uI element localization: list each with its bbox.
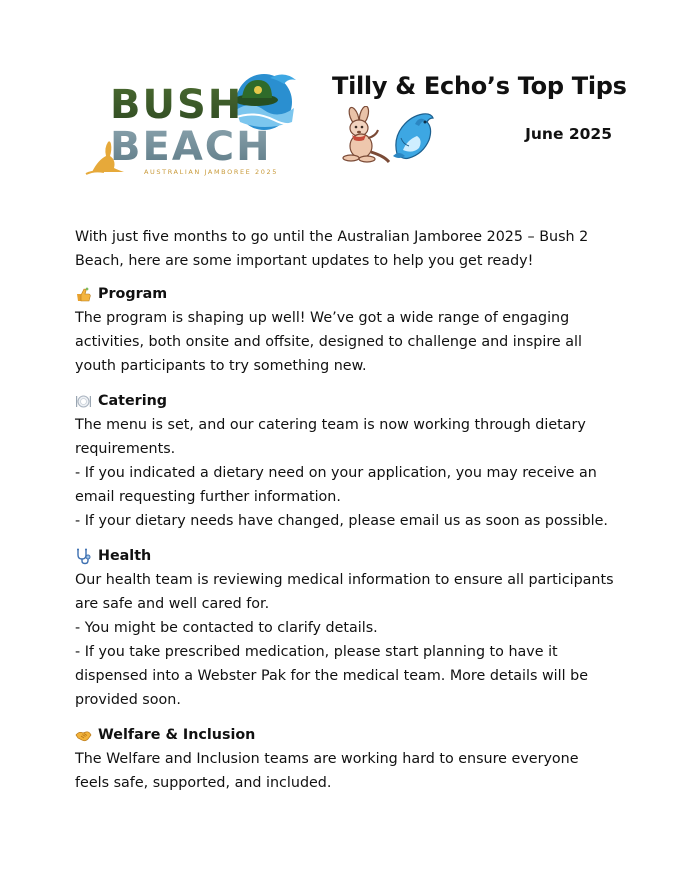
section-title-health: Health xyxy=(98,548,152,564)
section-title-catering: Catering xyxy=(98,393,168,409)
logo-word-beach: BEACH xyxy=(110,124,272,170)
plate-cutlery-icon xyxy=(75,393,92,410)
section-catering xyxy=(75,390,615,533)
page-title: Tilly & Echo’s Top Tips xyxy=(332,72,627,100)
kangaroo-mascot-icon xyxy=(334,106,392,164)
stethoscope-icon xyxy=(75,548,92,565)
health-bullet-1: - You might be contacted to clarify details. xyxy=(75,620,378,636)
newsletter-body xyxy=(75,225,615,807)
health-bullet-2: - If you take prescribed medication, please start planning to have it dispensed into a Webster Pak for the medical team. More details will be provided soon. xyxy=(75,644,589,708)
handshake-icon xyxy=(75,727,92,744)
section-welfare-inclusion xyxy=(75,724,615,795)
program-emoji-icon xyxy=(75,286,92,303)
section-heading-program xyxy=(75,283,615,305)
logo-word-bush: BUSH xyxy=(110,82,244,128)
logo-tagline: AUSTRALIAN JAMBOREE 2025 xyxy=(144,168,278,176)
program-text: The program is shaping up well! We’ve got a wide range of engaging activities, both onsite and offsite, designed to challenge and inspire all youth participants to try something new. xyxy=(75,310,582,374)
issue-date: June 2025 xyxy=(525,125,612,143)
section-heading-catering xyxy=(75,390,615,412)
bush-2-beach-logo xyxy=(84,70,300,180)
section-title-program: Program xyxy=(98,286,168,302)
health-text: Our health team is reviewing medical information to ensure all participants are safe and well cared for. xyxy=(75,572,614,612)
catering-bullet-2: - If your dietary needs have changed, please email us as soon as possible. xyxy=(75,513,608,529)
section-health xyxy=(75,545,615,712)
welfare-text: The Welfare and Inclusion teams are working hard to ensure everyone feels safe, supported, and included. xyxy=(75,751,579,791)
section-program xyxy=(75,283,615,378)
section-heading-health xyxy=(75,545,615,567)
dolphin-mascot-icon xyxy=(389,110,439,162)
catering-bullet-1: - If you indicated a dietary need on your application, you may receive an email requesting further information. xyxy=(75,465,597,505)
catering-text: The menu is set, and our catering team is now working through dietary requirements. xyxy=(75,417,586,457)
intro-paragraph: With just five months to go until the Australian Jamboree 2025 – Bush 2 Beach, here are some important updates to help you get ready! xyxy=(75,229,589,269)
section-heading-welfare xyxy=(75,724,615,746)
section-title-welfare: Welfare & Inclusion xyxy=(98,727,256,743)
